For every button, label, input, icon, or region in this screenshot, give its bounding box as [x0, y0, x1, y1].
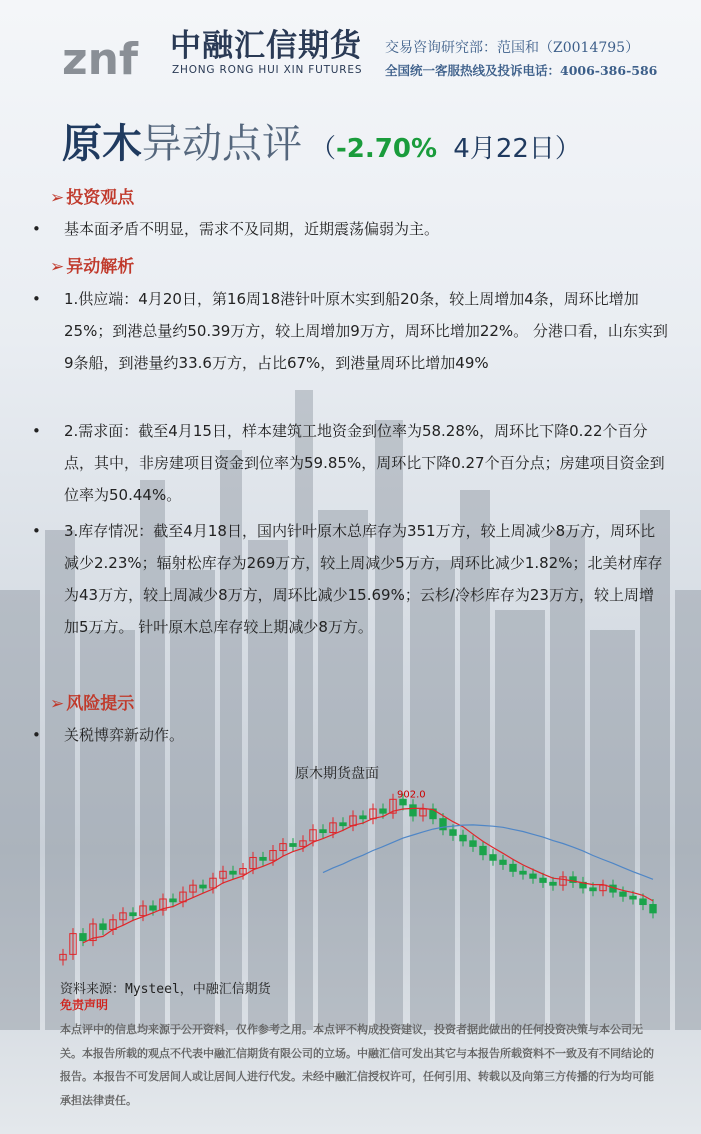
svg-text:znf: znf — [62, 34, 139, 82]
section-heading: 异动解析 — [66, 257, 135, 277]
bullet-icon: • — [32, 290, 41, 308]
chart-title: 原木期货盘面 — [295, 766, 379, 782]
candle-body — [620, 892, 626, 896]
logo-company-english: ZHONG RONG HUI XIN FUTURES — [172, 64, 363, 76]
data-source: 资料来源：Mysteel，中融汇信期货 — [60, 982, 271, 997]
ma-long-line — [323, 825, 653, 879]
section-risk — [50, 689, 134, 714]
bullet-icon: • — [32, 726, 41, 744]
candle-body — [170, 899, 176, 902]
candle-body — [520, 871, 526, 874]
candle-body — [590, 888, 596, 891]
candle-body — [540, 878, 546, 882]
bullet-icon: • — [32, 422, 41, 440]
candle-body — [490, 855, 496, 861]
risk-text: 关税博弈新动作。 — [64, 726, 185, 744]
bullet-icon: • — [32, 522, 41, 540]
section-heading: 风险提示 — [66, 694, 135, 714]
candle-body — [640, 899, 646, 905]
disclaimer-text: 本点评中的信息均来源于公开资料，仅作参考之用。本点评不构成投资建议，投资者据此做出的任何投资决策与本公司无关。本报告所载的观点不代表中融汇信期货有限公司的立场。中融汇信可发出其它与本报告所载资料不一致及有不同结论的报告。本报告不可发居间人或让居间人进行代发。未经中融汇信授权许可，任何引用、转载以及向第三方传播的行为均可能承担法律责任。 — [60, 1023, 654, 1107]
candle-body — [530, 874, 536, 878]
candle-body — [500, 860, 506, 864]
risk-paragraph — [32, 719, 668, 751]
analysis-text: 1.供应端：4月20日，第16周18港针叶原木实到船20条，较上周增加4条，周环比增加25%；到港总量约50.39万方，较上周增加9万方，周环比增加22%。 分港口看，山东实到9条船，到港量约33.6万方，占比67%，到港量周环比增加49% — [64, 290, 668, 372]
candle-body — [380, 809, 386, 813]
arrow-icon: ➢ — [50, 257, 65, 277]
analysis-item-inventory — [32, 515, 668, 643]
analysis-item-supply — [32, 283, 668, 379]
candle-body — [80, 934, 86, 941]
candle-body — [100, 924, 106, 930]
analysis-text: 3.库存情况：截至4月18日，国内针叶原木总库存为351万方，较上周减少8万方，周环比减少2.23%；辐射松库存为269万方，较上周减少5万方，周环比减少1.82%；北美材库存为43万方，较上周减少8万方，周环比减少15.69%；云杉/冷杉库存为23万方，较上周增加5万方。 针叶原木总库存较上期减少8万方。 — [64, 522, 663, 636]
view-text: 基本面矛盾不明显，需求不及同期，近期震荡偏弱为主。 — [64, 220, 440, 238]
section-investment-view — [50, 183, 134, 208]
candle-body — [450, 830, 456, 836]
candle-body — [360, 816, 366, 819]
logo-company-name: 中融汇信期货 — [170, 28, 362, 64]
peak-annotation: 902.0 — [397, 789, 426, 801]
candle-body — [480, 846, 486, 854]
candle-body — [200, 885, 206, 888]
section-heading: 投资观点 — [66, 188, 135, 208]
candle-body — [230, 871, 236, 874]
title-type: 异动点评 — [142, 121, 302, 167]
candle-body — [630, 896, 636, 899]
candle-body — [510, 864, 516, 871]
view-paragraph — [32, 213, 668, 245]
service-hotline: 全国统一客服热线及投诉电话：4006-386-586 — [385, 63, 658, 78]
title-open: （ — [310, 134, 337, 164]
arrow-icon: ➢ — [50, 694, 65, 714]
title-product: 原木 — [62, 121, 142, 167]
candle-body — [460, 835, 466, 841]
analysis-text: 2.需求面：截至4月15日，样本建筑工地资金到位率为58.28%，周环比下降0.22个百分点，其中，非房建项目资金到位率为59.85%，周环比下降0.27个百分点；房建项目资金到位率为50.44%。 — [64, 422, 665, 504]
title-date: 4月22日） — [445, 134, 581, 164]
page-title — [62, 112, 581, 169]
logo-mark — [60, 12, 160, 82]
bullet-icon: • — [32, 220, 41, 238]
candle-body — [410, 805, 416, 816]
title-change: -2.70% — [336, 134, 438, 164]
header — [0, 0, 701, 90]
candle-body — [290, 844, 296, 847]
candle-body — [550, 882, 556, 885]
research-contact: 交易咨询研究部：范国和（Z0014795） — [385, 40, 640, 56]
candle-body — [260, 857, 266, 860]
candle-body — [650, 905, 656, 913]
futures-candlestick-chart — [52, 785, 662, 975]
section-analysis — [50, 252, 134, 277]
candle-body — [130, 913, 136, 916]
arrow-icon: ➢ — [50, 188, 65, 208]
analysis-item-demand — [32, 415, 668, 511]
candle-body — [320, 830, 326, 833]
candle-body — [340, 823, 346, 826]
ma-short-line — [83, 808, 653, 942]
candle-body — [150, 906, 156, 910]
disclaimer-title: 免责声明 — [60, 998, 109, 1012]
candle-body — [470, 841, 476, 847]
